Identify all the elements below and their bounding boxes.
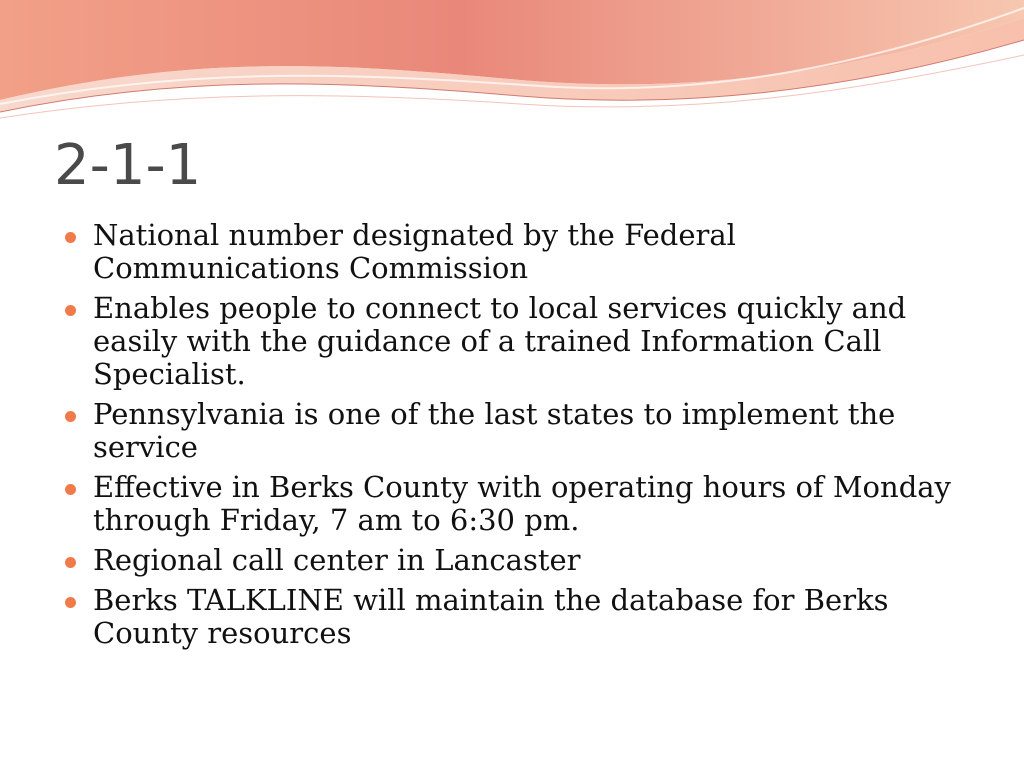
- list-item: [62, 219, 962, 285]
- list-item: [62, 544, 962, 577]
- bullet-text: Berks TALKLINE will maintain the database for Berks County resources: [93, 583, 889, 650]
- bullet-text: Pennsylvania is one of the last states to implement the service: [93, 397, 896, 464]
- list-item: [62, 471, 962, 537]
- header-wave-decoration: [0, 0, 1024, 130]
- bullet-icon: [65, 305, 76, 316]
- bullet-icon: [65, 411, 76, 422]
- list-item: [62, 292, 962, 391]
- bullet-text: Regional call center in Lancaster: [93, 543, 581, 577]
- bullet-text: Enables people to connect to local services quickly and easily with the guidance of a trained Information Call Specialist.: [93, 291, 907, 391]
- list-item: [62, 398, 962, 464]
- list-item: [62, 584, 962, 650]
- bullet-icon: [65, 232, 76, 243]
- bullet-text: National number designated by the Federal Communications Commission: [93, 218, 736, 285]
- slide-title: 2-1-1: [54, 133, 202, 198]
- bullet-text: Effective in Berks County with operating hours of Monday through Friday, 7 am to 6:30 pm.: [93, 470, 951, 537]
- bullet-icon: [65, 484, 76, 495]
- bullet-list: [62, 219, 962, 657]
- bullet-icon: [65, 597, 76, 608]
- bullet-icon: [65, 557, 76, 568]
